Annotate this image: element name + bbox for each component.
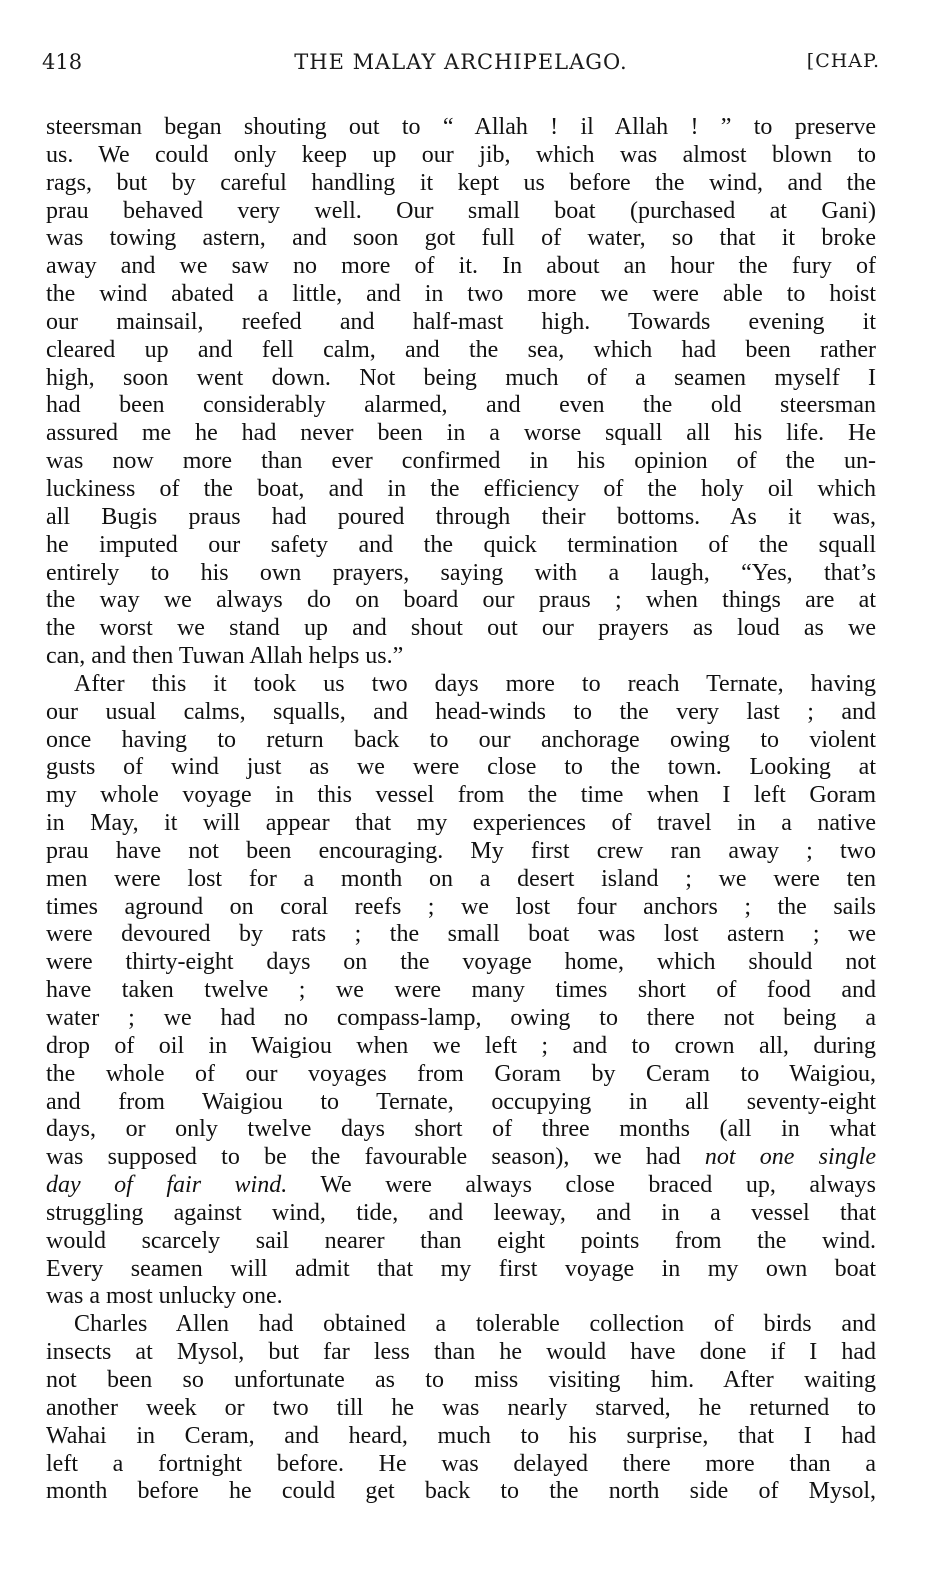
text-line-with-italic (46, 1144, 876, 1172)
paragraph-1 (46, 114, 876, 671)
italic-phrase: not one single (704, 1144, 877, 1171)
text-line: prau have not been encouraging. My first crew ran away ; two (46, 837, 876, 864)
text-line: prau behaved very well. Our small boat (purchased at Gani) (46, 197, 876, 224)
text-line: in May, it will appear that my experiences of travel in a native (46, 810, 876, 837)
text-line: assured me he had never been in a worse squall all his life. He (46, 420, 876, 447)
text-line: luckiness of the boat, and in the efficiency of the holy oil which (46, 475, 876, 502)
text-line: days, or only twelve days short of three months (all in what (46, 1116, 876, 1143)
text-line: was towing astern, and soon got full of water, so that it broke (46, 225, 876, 252)
text-line: was now more than ever confirmed in his opinion of the un- (46, 448, 876, 475)
text-line: away and we saw no more of it. In about an hour the fury of (46, 253, 876, 280)
text-line: our usual calms, squalls, and head-winds to the very last ; and (46, 698, 876, 725)
text-line: were devoured by rats ; the small boat was lost astern ; we (46, 921, 876, 948)
text-line: were thirty-eight days on the voyage home, which should not (46, 949, 876, 976)
text-line: Charles Allen had obtained a tolerable collection of birds and (74, 1311, 876, 1338)
paragraph-3 (46, 1311, 876, 1506)
page-number: 418 (42, 50, 83, 74)
text-line: times aground on coral reefs ; we lost four anchors ; the sails (46, 893, 876, 920)
text-line: steersman began shouting out to “ Allah ! il Allah ! ” to preserve (46, 114, 876, 140)
page-header (42, 50, 880, 84)
text-line: men were lost for a month on a desert island ; we were ten (46, 865, 876, 892)
text-run: We were always close braced up, always (287, 1172, 876, 1199)
chapter-marker: [CHAP. (806, 50, 880, 72)
text-line: gusts of wind just as we were close to the town. Looking at (46, 754, 876, 781)
text-line: the worst we stand up and shout out our prayers as loud as we (46, 615, 876, 642)
text-line: not been so unfortunate as to miss visiting him. After waiting (46, 1366, 876, 1393)
text-line: us. We could only keep up our jib, which was almost blown to (46, 141, 876, 168)
text-line: left a fortnight before. He was delayed there more than a (46, 1450, 876, 1477)
text-line: drop of oil in Waigiou when we left ; and to crown all, during (46, 1032, 876, 1059)
text-line: have taken twelve ; we were many times short of food and (46, 977, 876, 1004)
text-line: once having to return back to our anchorage owing to violent (46, 726, 876, 753)
text-line: all Bugis praus had poured through their bottoms. As it was, (46, 503, 876, 530)
text-line: and from Waigiou to Ternate, occupying in all seventy-eight (46, 1088, 876, 1115)
text-line: Every seamen will admit that my first voyage in my own boat (46, 1255, 876, 1282)
text-line: another week or two till he was nearly starved, he returned to (46, 1394, 876, 1421)
paragraph-2 (46, 671, 876, 1311)
text-line: high, soon went down. Not being much of a seamen myself I (46, 364, 876, 391)
text-line: insects at Mysol, but far less than he would have done if I had (46, 1339, 876, 1366)
text-line: rags, but by careful handling it kept us before the wind, and the (46, 169, 876, 196)
text-line: water ; we had no compass-lamp, owing to there not being a (46, 1005, 876, 1031)
running-title: THE MALAY ARCHIPELAGO. (294, 50, 628, 74)
text-line: would scarcely sail nearer than eight points from the wind. (46, 1227, 876, 1254)
text-line: my whole voyage in this vessel from the time when I left Goram (46, 782, 876, 809)
body-text (46, 114, 876, 1506)
text-line: our mainsail, reefed and half-mast high. Towards evening it (46, 308, 876, 335)
text-line: cleared up and fell calm, and the sea, which had been rather (46, 336, 876, 363)
text-line: the whole of our voyages from Goram by Ceram to Waigiou, (46, 1060, 876, 1087)
text-line: had been considerably alarmed, and even the old steersman (46, 392, 876, 419)
text-line: he imputed our safety and the quick termination of the squall (46, 531, 876, 558)
text-line: the way we always do on board our praus ; when things are at (46, 587, 876, 614)
text-line: struggling against wind, tide, and leeway, and in a vessel that (46, 1199, 876, 1226)
text-line-with-italic (46, 1172, 876, 1200)
text-run: was supposed to be the favourable season), we had (46, 1144, 681, 1171)
text-line: the wind abated a little, and in two more we were able to hoist (46, 281, 876, 308)
text-line: Wahai in Ceram, and heard, much to his surprise, that I had (46, 1422, 876, 1449)
text-line: entirely to his own prayers, saying with a laugh, “Yes, that’s (46, 559, 876, 586)
text-line: can, and then Tuwan Allah helps us.” (46, 643, 404, 670)
text-line: month before he could get back to the north side of Mysol, (46, 1478, 876, 1505)
text-line: was a most unlucky one. (46, 1283, 283, 1310)
text-line: After this it took us two days more to reach Ternate, having (74, 670, 876, 697)
italic-phrase: day of fair wind. (46, 1172, 288, 1199)
